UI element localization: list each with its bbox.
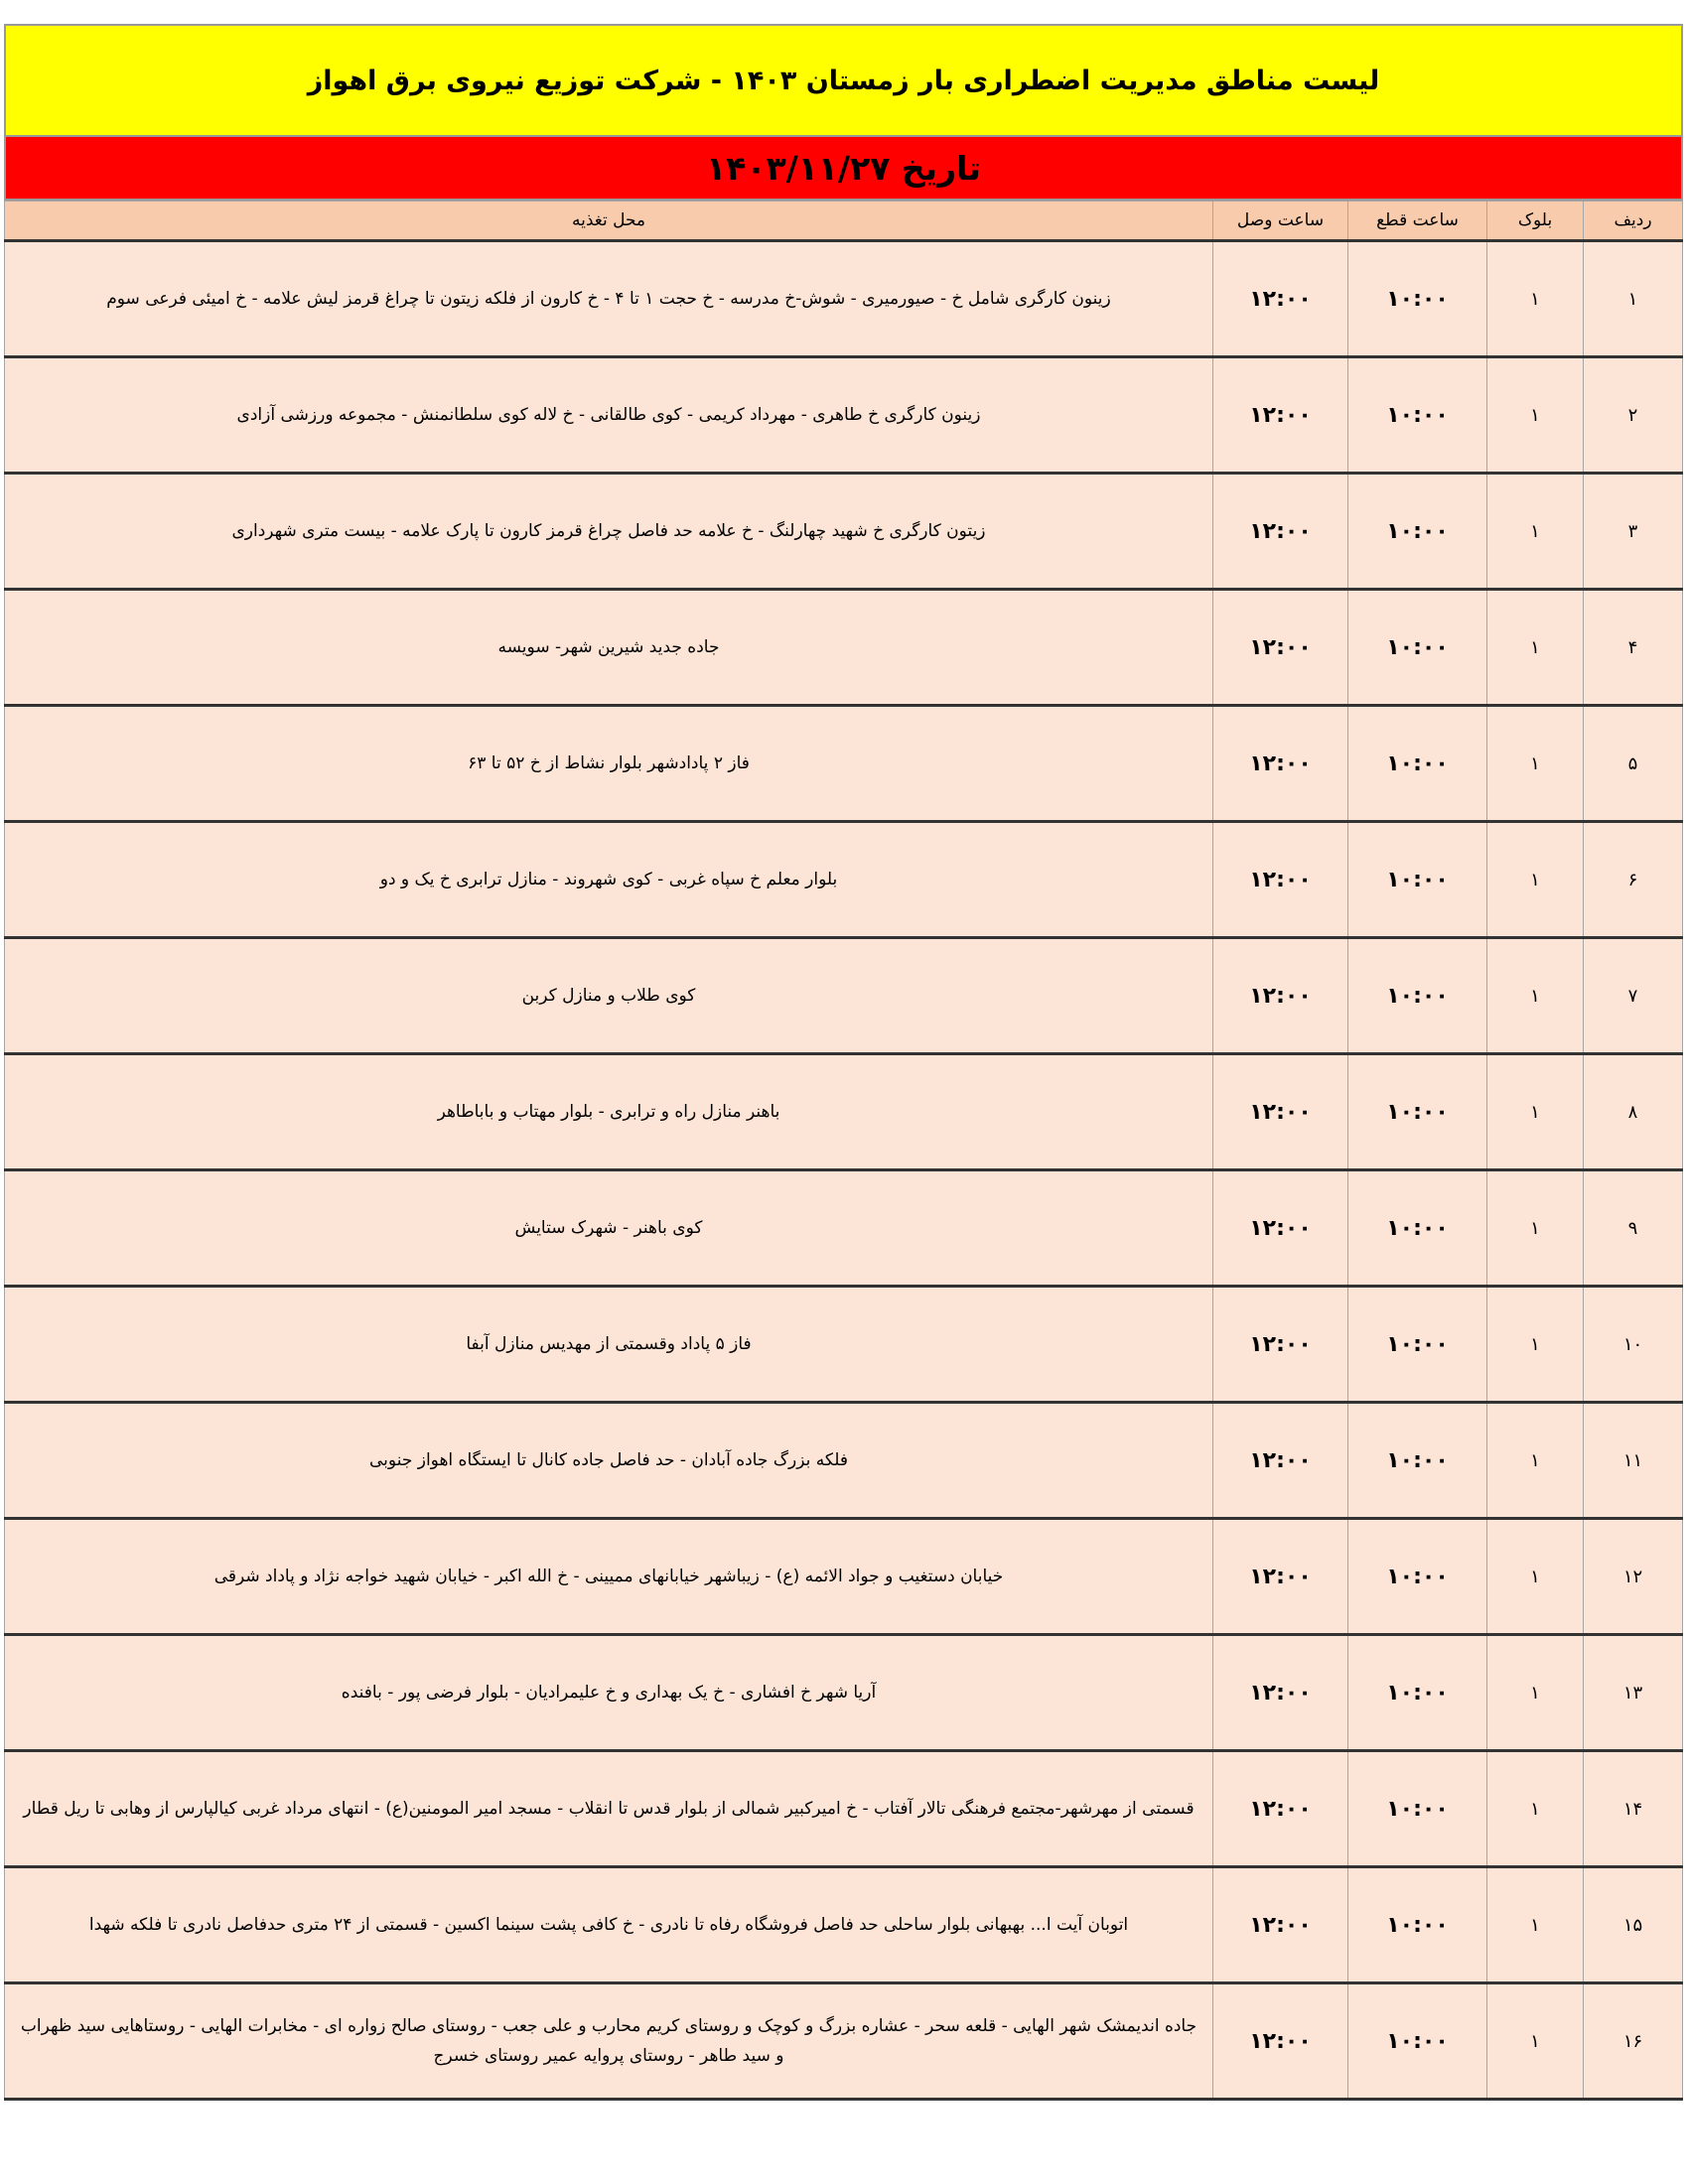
on-time-cell: ۱۲:۰۰ [1213, 1751, 1348, 1867]
on-time-cell: ۱۲:۰۰ [1213, 938, 1348, 1054]
block-cell: ۱ [1487, 357, 1584, 474]
page-title: لیست مناطق مدیریت اضطراری بار زمستان ۱۴۰۳ - شرکت توزیع نیروی برق اهواز [4, 24, 1683, 137]
outage-table [4, 201, 1683, 2101]
row-number-cell: ۱۳ [1584, 1635, 1683, 1751]
row-number-cell: ۱۶ [1584, 1983, 1683, 2100]
table-row [5, 1170, 1683, 1287]
row-number-cell: ۷ [1584, 938, 1683, 1054]
on-time-cell: ۱۲:۰۰ [1213, 1403, 1348, 1519]
outage-schedule-sheet [4, 24, 1683, 2101]
location-cell: فلکه بزرگ جاده آبادان - حد فاصل جاده کانال تا ایستگاه اهواز جنوبی [5, 1403, 1213, 1519]
off-time-cell: ۱۰:۰۰ [1348, 938, 1487, 1054]
row-number-cell: ۶ [1584, 822, 1683, 938]
row-number-cell: ۸ [1584, 1054, 1683, 1170]
table-row [5, 474, 1683, 590]
location-cell: باهنر منازل راه و ترابری - بلوار مهتاب و باباطاهر [5, 1054, 1213, 1170]
table-body [5, 241, 1683, 2100]
location-cell: کوی طلاب و منازل کربن [5, 938, 1213, 1054]
block-cell: ۱ [1487, 706, 1584, 822]
table-row [5, 1287, 1683, 1403]
location-cell: خیابان دستغیب و جواد الائمه (ع) - زیباشهر خیابانهای ممیینی - خ الله اکبر - خیابان شهید خواجه نژاد و پاداد شرقی [5, 1519, 1213, 1635]
on-time-cell: ۱۲:۰۰ [1213, 590, 1348, 706]
row-number-cell: ۱ [1584, 241, 1683, 357]
block-cell: ۱ [1487, 474, 1584, 590]
location-cell: قسمتی از مهرشهر-مجتمع فرهنگی تالار آفتاب - خ امیرکبیر شمالی از بلوار قدس تا انقلاب - مسجد امیر المومنین(ع) - انتهای مرداد غربی کیالپارس از وهابی تا ریل قطار [5, 1751, 1213, 1867]
location-cell: فاز ۲ پادادشهر بلوار نشاط از خ ۵۲ تا ۶۳ [5, 706, 1213, 822]
location-cell: فاز ۵ پاداد وقسمتی از مهدیس منازل آبفا [5, 1287, 1213, 1403]
row-number-cell: ۲ [1584, 357, 1683, 474]
header-row-number: ردیف [1584, 202, 1683, 241]
on-time-cell: ۱۲:۰۰ [1213, 1635, 1348, 1751]
row-number-cell: ۳ [1584, 474, 1683, 590]
table-row [5, 822, 1683, 938]
table-row [5, 1403, 1683, 1519]
block-cell: ۱ [1487, 1287, 1584, 1403]
off-time-cell: ۱۰:۰۰ [1348, 1751, 1487, 1867]
table-row [5, 1054, 1683, 1170]
table-row [5, 357, 1683, 474]
off-time-cell: ۱۰:۰۰ [1348, 590, 1487, 706]
row-number-cell: ۱۲ [1584, 1519, 1683, 1635]
location-cell: زینون کارگری خ طاهری - مهرداد کریمی - کوی طالقانی - خ لاله کوی سلطانمنش - مجموعه ورزشی آزادی [5, 357, 1213, 474]
on-time-cell: ۱۲:۰۰ [1213, 1054, 1348, 1170]
row-number-cell: ۵ [1584, 706, 1683, 822]
location-cell: جاده اندیمشک شهر الهایی - قلعه سحر - عشاره بزرگ و کوچک و روستای کریم محارب و علی جعب - روستای صالح زواره ای - مخابرات الهایی - روستاهایی سید ظهراب و سید طاهر - روستای پروایه عمیر روستای خسرج [5, 1983, 1213, 2100]
block-cell: ۱ [1487, 1519, 1584, 1635]
header-location: محل تغذیه [5, 202, 1213, 241]
row-number-cell: ۱۰ [1584, 1287, 1683, 1403]
table-row [5, 1519, 1683, 1635]
location-cell: جاده جدید شیرین شهر- سویسه [5, 590, 1213, 706]
table-row [5, 1751, 1683, 1867]
row-number-cell: ۱۵ [1584, 1867, 1683, 1983]
table-row [5, 1983, 1683, 2100]
table-row [5, 241, 1683, 357]
off-time-cell: ۱۰:۰۰ [1348, 1983, 1487, 2100]
off-time-cell: ۱۰:۰۰ [1348, 1287, 1487, 1403]
off-time-cell: ۱۰:۰۰ [1348, 1867, 1487, 1983]
location-cell: کوی باهنر - شهرک ستایش [5, 1170, 1213, 1287]
row-number-cell: ۱۴ [1584, 1751, 1683, 1867]
location-cell: آریا شهر خ افشاری - خ یک بهداری و خ علیمرادیان - بلوار فرضی پور - بافنده [5, 1635, 1213, 1751]
location-cell: زیتون کارگری خ شهید چهارلنگ - خ علامه حد فاصل چراغ قرمز کارون تا پارک علامه - بیست متری شهرداری [5, 474, 1213, 590]
on-time-cell: ۱۲:۰۰ [1213, 1983, 1348, 2100]
on-time-cell: ۱۲:۰۰ [1213, 1519, 1348, 1635]
on-time-cell: ۱۲:۰۰ [1213, 822, 1348, 938]
off-time-cell: ۱۰:۰۰ [1348, 241, 1487, 357]
table-row [5, 1867, 1683, 1983]
off-time-cell: ۱۰:۰۰ [1348, 1054, 1487, 1170]
block-cell: ۱ [1487, 590, 1584, 706]
block-cell: ۱ [1487, 241, 1584, 357]
location-cell: زینون کارگری شامل خ - صیورمیری - شوش-خ مدرسه - خ حجت ۱ تا ۴ - خ کارون از فلکه زیتون تا چراغ قرمز لیش علامه - خ امیئی فرعی سوم [5, 241, 1213, 357]
block-cell: ۱ [1487, 938, 1584, 1054]
on-time-cell: ۱۲:۰۰ [1213, 357, 1348, 474]
on-time-cell: ۱۲:۰۰ [1213, 1170, 1348, 1287]
location-cell: بلوار معلم خ سپاه غربی - کوی شهروند - منازل ترابری خ یک و دو [5, 822, 1213, 938]
block-cell: ۱ [1487, 822, 1584, 938]
on-time-cell: ۱۲:۰۰ [1213, 706, 1348, 822]
row-number-cell: ۱۱ [1584, 1403, 1683, 1519]
header-on-time: ساعت وصل [1213, 202, 1348, 241]
on-time-cell: ۱۲:۰۰ [1213, 241, 1348, 357]
off-time-cell: ۱۰:۰۰ [1348, 474, 1487, 590]
off-time-cell: ۱۰:۰۰ [1348, 822, 1487, 938]
row-number-cell: ۴ [1584, 590, 1683, 706]
table-row [5, 706, 1683, 822]
block-cell: ۱ [1487, 1983, 1584, 2100]
row-number-cell: ۹ [1584, 1170, 1683, 1287]
off-time-cell: ۱۰:۰۰ [1348, 357, 1487, 474]
off-time-cell: ۱۰:۰۰ [1348, 1403, 1487, 1519]
block-cell: ۱ [1487, 1635, 1584, 1751]
header-block: بلوک [1487, 202, 1584, 241]
block-cell: ۱ [1487, 1403, 1584, 1519]
table-row [5, 590, 1683, 706]
off-time-cell: ۱۰:۰۰ [1348, 706, 1487, 822]
off-time-cell: ۱۰:۰۰ [1348, 1635, 1487, 1751]
on-time-cell: ۱۲:۰۰ [1213, 1867, 1348, 1983]
location-cell: اتوبان آیت ا... بهبهانی بلوار ساحلی حد فاصل فروشگاه رفاه تا نادری - خ کافی پشت سینما اکسین - قسمتی از ۲۴ متری حدفاصل نادری تا فلکه شهدا [5, 1867, 1213, 1983]
table-header-row [5, 202, 1683, 241]
block-cell: ۱ [1487, 1751, 1584, 1867]
on-time-cell: ۱۲:۰۰ [1213, 474, 1348, 590]
block-cell: ۱ [1487, 1170, 1584, 1287]
header-off-time: ساعت قطع [1348, 202, 1487, 241]
off-time-cell: ۱۰:۰۰ [1348, 1519, 1487, 1635]
table-row [5, 938, 1683, 1054]
block-cell: ۱ [1487, 1867, 1584, 1983]
on-time-cell: ۱۲:۰۰ [1213, 1287, 1348, 1403]
block-cell: ۱ [1487, 1054, 1584, 1170]
date-banner: تاریخ ۱۴۰۳/۱۱/۲۷ [4, 137, 1683, 201]
off-time-cell: ۱۰:۰۰ [1348, 1170, 1487, 1287]
table-row [5, 1635, 1683, 1751]
